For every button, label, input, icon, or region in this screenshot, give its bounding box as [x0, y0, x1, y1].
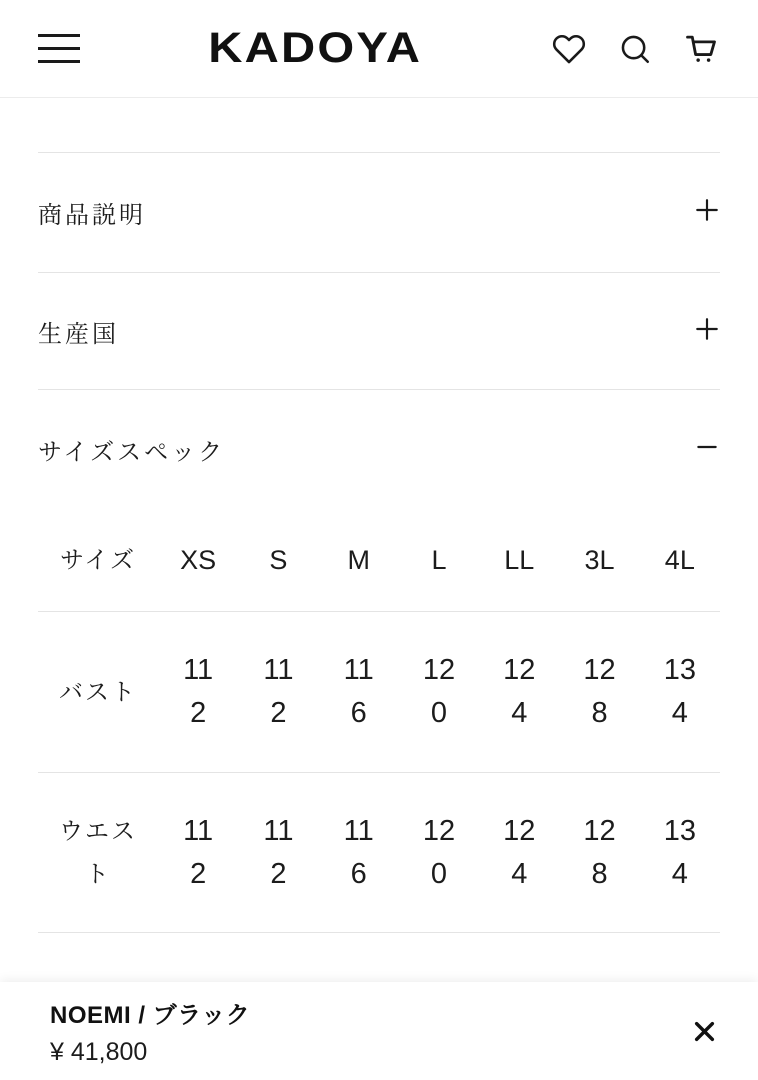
size-table-header-row — [38, 509, 720, 611]
size-value: 112 — [263, 654, 294, 729]
size-value: 128 — [583, 814, 616, 890]
plus-icon — [694, 316, 720, 347]
column-header: 4L — [664, 544, 695, 575]
close-icon[interactable] — [680, 1007, 728, 1055]
size-value: 120 — [422, 814, 456, 890]
table-row-waist — [38, 773, 720, 932]
size-value: 120 — [422, 654, 456, 729]
app-header — [0, 0, 758, 98]
size-value: 134 — [663, 814, 696, 890]
column-header: 3L — [584, 544, 615, 575]
heart-icon[interactable] — [550, 30, 588, 68]
brand-logo[interactable]: KADOYA — [208, 24, 422, 72]
accordion-label: 商品説明 — [38, 202, 146, 229]
minus-icon — [694, 434, 720, 465]
variant-info — [50, 995, 250, 1067]
column-header: M — [347, 544, 370, 575]
size-value: 124 — [503, 814, 536, 890]
row-label: ウエスト — [59, 817, 137, 888]
size-value: 134 — [663, 654, 696, 729]
size-spec-table — [38, 509, 720, 933]
selected-variant-bar — [0, 982, 758, 1080]
size-value: 124 — [503, 654, 536, 729]
product-detail-sections — [0, 98, 758, 933]
menu-icon[interactable] — [38, 34, 80, 63]
size-value: 116 — [343, 654, 374, 729]
table-row-bust — [38, 612, 720, 772]
column-header: L — [431, 544, 447, 575]
accordion-country-of-origin[interactable] — [38, 273, 720, 389]
search-icon[interactable] — [616, 30, 654, 68]
plus-icon — [694, 197, 720, 228]
row-label: バスト — [59, 678, 137, 706]
size-value: 112 — [263, 814, 294, 890]
accordion-size-spec[interactable] — [38, 390, 720, 509]
divider — [38, 932, 720, 933]
accordion-label: 生産国 — [38, 320, 119, 348]
column-header: S — [269, 544, 288, 575]
column-header: XS — [180, 544, 217, 575]
column-header: サイズ — [59, 546, 137, 574]
product-price: ¥ 41,800 — [50, 1038, 148, 1066]
size-value: 116 — [343, 814, 374, 890]
cart-icon[interactable] — [682, 30, 720, 68]
column-header: LL — [504, 544, 535, 575]
header-icons — [550, 30, 720, 68]
accordion-label: サイズスペック — [38, 439, 226, 466]
product-name: NOEMI / ブラック — [50, 1002, 251, 1029]
size-value: 128 — [583, 654, 616, 729]
size-value: 112 — [183, 654, 214, 729]
accordion-product-description[interactable] — [38, 153, 720, 272]
size-value: 112 — [183, 814, 214, 890]
